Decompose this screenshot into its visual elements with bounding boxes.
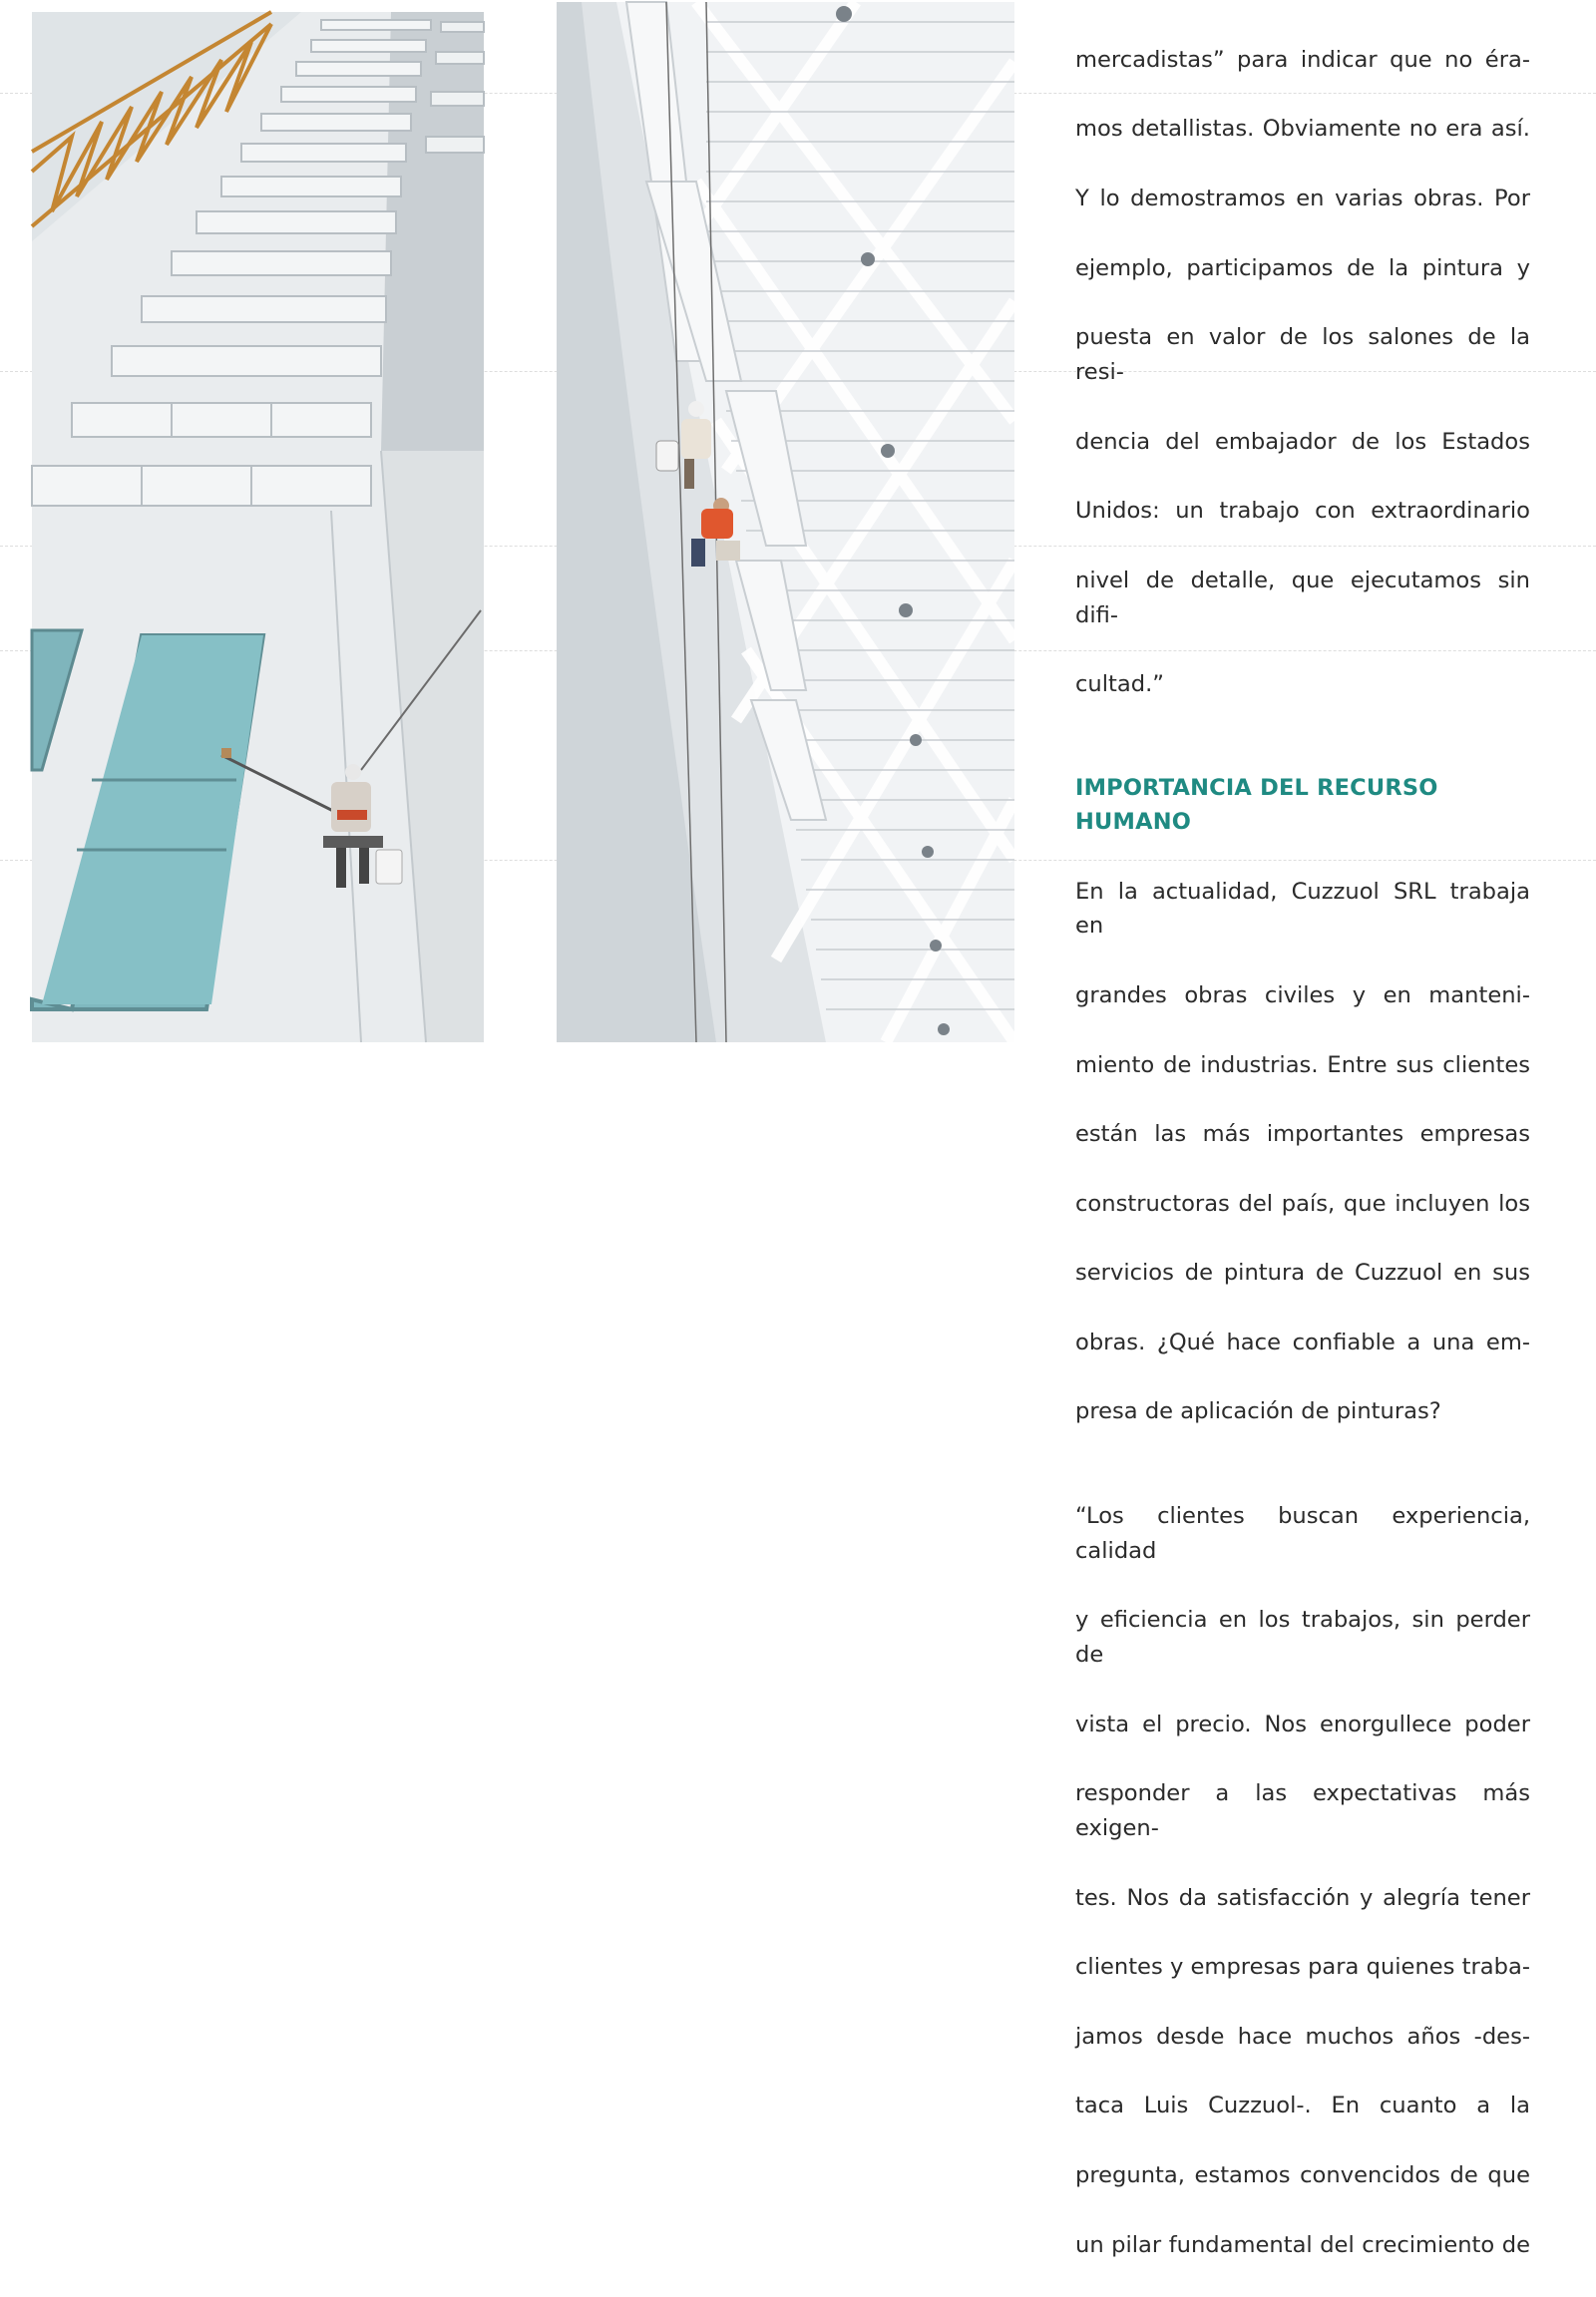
text-line: taca Luis Cuzzuol-. En cuanto a la <box>1075 2093 1530 2119</box>
text-line: nivel de detalle, que ejecutamos sin difi- <box>1075 567 1530 628</box>
text-line: tes. Nos da satisfacción y alegría tener <box>1075 1884 1530 1911</box>
text-line: puesta en valor de los salones de la resi- <box>1075 324 1530 385</box>
article-column <box>1075 8 1530 2297</box>
article-paragraph <box>1075 8 1530 737</box>
text-line: vista el precio. Nos enorgullece poder <box>1075 1711 1530 1737</box>
photo-atrium-roof <box>557 2 1014 1042</box>
text-line: constructoras del país, que incluyen los <box>1075 1190 1530 1217</box>
heading-line: IMPORTANCIA DEL RECURSO <box>1075 774 1438 801</box>
article-paragraph <box>1075 840 1530 1464</box>
section-heading <box>1075 771 1530 840</box>
text-line: están las más importantes empresas <box>1075 1121 1530 1148</box>
text-line: En la actualidad, Cuzzuol SRL trabaja en <box>1075 878 1530 940</box>
article-paragraph <box>1075 1464 1530 2297</box>
text-line: y eficiencia en los trabajos, sin perder de <box>1075 1607 1530 1669</box>
text-line: “Los clientes buscan experiencia, calidad <box>1075 1502 1530 1564</box>
text-line: mos detallistas. Obviamente no era así. <box>1075 116 1530 143</box>
building-facade-painter-icon <box>32 12 484 1042</box>
text-line: mercadistas” para indicar que no éra- <box>1075 46 1530 73</box>
text-line: cultad.” <box>1075 671 1164 698</box>
heading-line: HUMANO <box>1075 809 1192 836</box>
text-line: responder a las expectativas más exigen- <box>1075 1780 1530 1842</box>
text-line: dencia del embajador de los Estados <box>1075 428 1530 455</box>
text-line: Unidos: un trabajo con extraordinario <box>1075 498 1530 525</box>
text-line: Y lo demostramos en varias obras. Por <box>1075 185 1530 211</box>
text-line: obras. ¿Qué hace confiable a una em- <box>1075 1329 1530 1355</box>
text-line: pregunta, estamos convencidos de que <box>1075 2162 1530 2189</box>
text-line: clientes y empresas para quienes traba- <box>1075 1954 1530 1981</box>
photo-building-facade <box>32 12 484 1042</box>
text-line: jamos desde hace muchos años -des- <box>1075 2023 1530 2050</box>
text-line: ejemplo, participamos de la pintura y <box>1075 254 1530 281</box>
text-line: presa de aplicación de pinturas? <box>1075 1398 1441 1425</box>
text-line: miento de industrias. Entre sus clientes <box>1075 1051 1530 1078</box>
atrium-painters-icon <box>557 2 1014 1042</box>
text-line: servicios de pintura de Cuzzuol en sus <box>1075 1260 1530 1287</box>
text-line: un pilar fundamental del crecimiento de <box>1075 2231 1530 2258</box>
text-line: grandes obras civiles y en manteni- <box>1075 981 1530 1008</box>
